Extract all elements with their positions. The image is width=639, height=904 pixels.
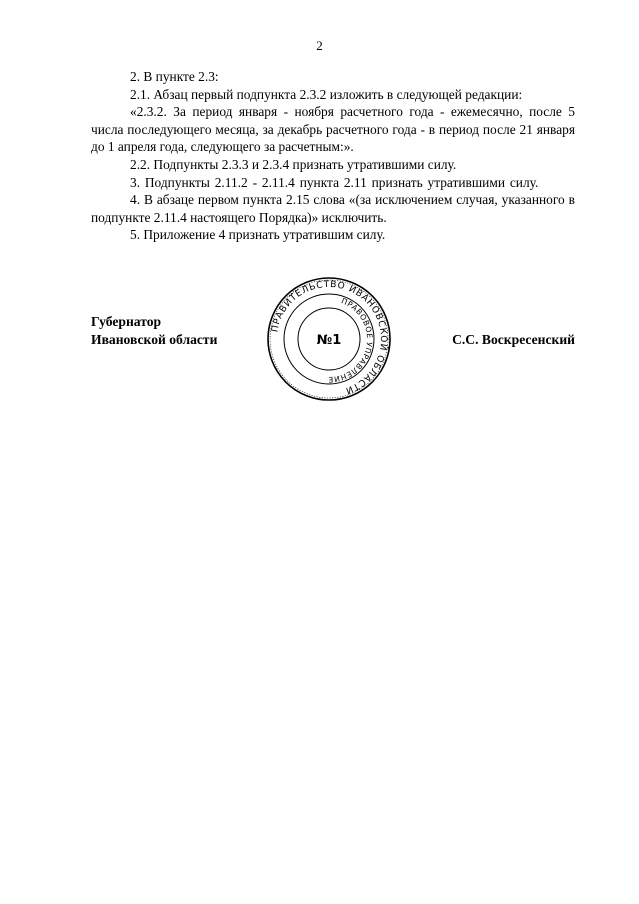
official-seal xyxy=(266,276,392,402)
signatory-name: С.С. Воскресенский xyxy=(452,332,575,347)
seal-outer-text: ПРАВИТЕЛЬСТВО ИВАНОВСКОЙ ОБЛАСТИ xyxy=(270,279,389,396)
paragraph-item-3: 3. Подпункты 2.11.2 - 2.11.4 пункта 2.11 признать утратившими силу. xyxy=(130,174,539,190)
signatory-title xyxy=(91,313,217,349)
paragraph-quoted-2-3-2: «2.3.2. За период января - ноября расчетного года - ежемесячно, после 5 числа последующего месяца, за декабрь расчетного года - в период после 21 января до 1 апреля года, следующего за расчетным:». xyxy=(91,104,575,155)
page-number: 2 xyxy=(316,38,323,53)
seal-center-number: №1 xyxy=(316,333,342,348)
seal-graphic xyxy=(266,276,392,402)
paragraph-subitem-2-1: 2.1. Абзац первый подпункта 2.3.2 изложить в следующей редакции: xyxy=(130,86,523,102)
paragraph-item-4: 4. В абзаце первом пункта 2.15 слова «(за исключением случая, указанного в подпункте 2.11.4 настоящего Порядка)» исключить. xyxy=(91,192,575,225)
seal-inner-text: ПРАВОВОЕ УПРАВЛЕНИЕ xyxy=(327,296,375,385)
paragraph-item-5: 5. Приложение 4 признать утратившим силу. xyxy=(130,227,386,243)
paragraph-item-2: 2. В пункте 2.3: xyxy=(130,69,219,84)
signatory-title-line1: Губернатор xyxy=(91,314,162,329)
signatory-title-line2: Ивановской области xyxy=(91,332,218,347)
paragraph-subitem-2-2: 2.2. Подпункты 2.3.3 и 2.3.4 признать утратившими силу. xyxy=(130,156,457,172)
